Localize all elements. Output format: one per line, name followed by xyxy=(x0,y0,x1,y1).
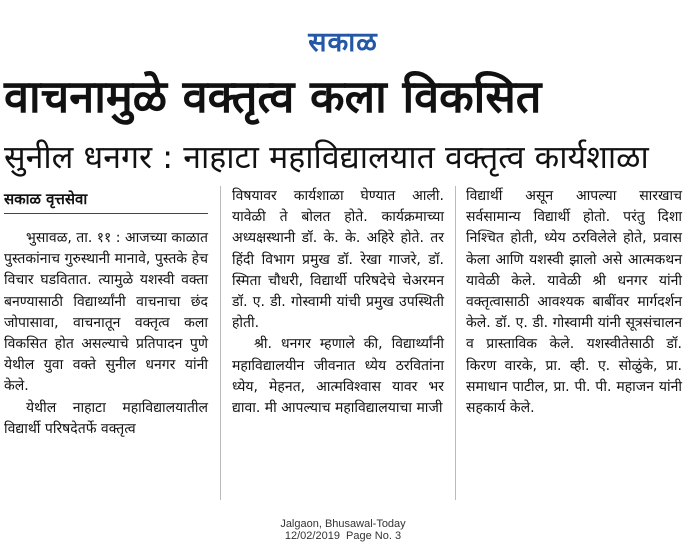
paragraph: विद्यार्थी असून आपल्या सारखाच सर्वसामान्य विद्यार्थी होतो. परंतु दिशा निश्चित होती, ध्येय ठरविलेले होते, प्रवास केला आणि यशस्वी झालो असे आत्मकथन यावेळी केले. यावेळी श्री धनगर यांनी वक्तृत्वासाठी आवश्यक बाबींवर मार्गदर्शन केले. डॉ. ए. डी. गोस्वामी यांनी सूत्रसंचालन व प्रास्ताविक केले. यशस्वीतेसाठी डॉ. किरण वारके, प्रा. व्ही. ए. सोळुंके, प्रा. समाधान पाटील, प्रा. पी. पी. महाजन यांनी सहकार्य केले. xyxy=(466,188,682,417)
article-column-3 xyxy=(466,186,682,419)
paragraph: भुसावळ, ता. ११ : आजच्या काळात पुस्तकांनाच गुरुस्थानी मानावे, पुस्तके हेच विचार घडवितात. त्यामुळे यशस्वी वक्ता बनण्यासाठी विद्यार्थ्यांनी वाचनाचा छंद जोपासावा, वाचनातून वक्तृत्व कला विकसित होत असल्याचे प्रतिपादन पुणे येथील युवा वक्ते सुनील धनगर यांनी केले. xyxy=(4,230,208,395)
source-edition: Jalgaon, Bhusawal-Today xyxy=(280,518,406,530)
masthead-logo: सकाळ xyxy=(308,27,378,58)
paragraph: श्री. धनगर म्हणाले की, विद्यार्थ्यांनी महाविद्यालयीन जीवनात ध्येय ठरवितांना ध्येय, मेहनत, आत्मविश्वास यावर भर द्यावा. मी आपल्याच महाविद्यालयाचा माजी xyxy=(232,336,444,417)
column-divider xyxy=(220,186,221,500)
byline: सकाळ वृत्तसेवा xyxy=(4,190,88,208)
article-column-2 xyxy=(232,186,444,419)
subheadline: सुनील धनगर : नाहाटा महाविद्यालयात वक्तृत्व कार्यशाळा xyxy=(4,138,649,176)
column-divider xyxy=(455,186,456,500)
source-date-page: 12/02/2019 Page No. 3 xyxy=(284,530,402,542)
paragraph: विषयावर कार्यशाळा घेण्यात आली. यावेळी ते बोलत होते. कार्यक्रमाच्या अध्यक्षस्थानी डॉ. के. के. अहिरे होते. तर हिंदी विभाग प्रमुख डॉ. रेखा गाजरे, डॉ. स्मिता चौधरी, विद्यार्थी परिषदेचे चेअरमन डॉ. ए. डी. गोस्वामी यांची प्रमुख उपस्थिती होती. xyxy=(232,188,444,332)
source-caption xyxy=(0,518,686,542)
byline-rule xyxy=(4,213,208,214)
headline: वाचनामुळे वक्तृत्व कला विकसित xyxy=(4,70,542,123)
paragraph: येथील नाहाटा महाविद्यालयातील विद्यार्थी परिषदेतर्फे वक्तृत्व xyxy=(4,399,208,437)
article-column-1 xyxy=(4,228,208,440)
